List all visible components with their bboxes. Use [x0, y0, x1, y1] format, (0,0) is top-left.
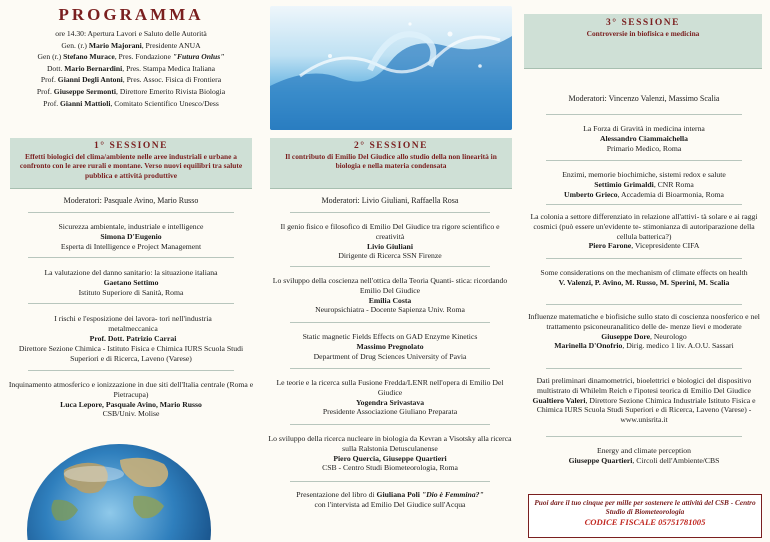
talk-affiliation: , Accademia di Bioarmonia, Roma: [617, 189, 724, 199]
talk-speaker: Yogendra Srivastava: [355, 397, 425, 407]
opening-role: Gen. (r.): [61, 40, 89, 50]
opening-role: Prof.: [43, 98, 61, 108]
talk-title: Il genio fisico e filosofico di Emilio Del Giudice tra rigore scientifico e creatività: [280, 222, 500, 241]
talk-item: [524, 312, 764, 351]
talk-speaker: Giuseppe Dore: [601, 331, 651, 341]
divider: [290, 368, 490, 369]
talk-title: La colonia a settore differenziato in relazione all'attivi- tà solare e ai raggi cosmici (può essere un'evidente te- stimonianza di autoriparazione della cellula batterica?): [530, 212, 758, 241]
earth-globe-image: [24, 440, 214, 540]
talk-speaker: Settimio Grimaldi: [594, 179, 654, 189]
talk-affiliation: , CNR Roma: [653, 179, 694, 189]
talk-title: Energy and climate perception: [597, 446, 691, 455]
talk-item: [34, 314, 232, 343]
session-1-header: [10, 138, 252, 189]
talk-speaker: Marinella D'Onofrio: [554, 341, 623, 351]
opening-role: Prof.: [40, 75, 58, 85]
opening-title: , Comitato Scientifico Unesco/Dess: [110, 98, 219, 108]
talk-affiliation: , Direttore Sezione Chimica Industriale Istituto Fisica e Chimica IURS Scuola Studi Superiori e di Ricerca, Laveno (Varese) - www.unisrita.it: [536, 395, 756, 425]
opening-role: Dott.: [46, 63, 65, 73]
opening-item: [0, 86, 262, 98]
session-2-moderators: Moderatori: Livio Giuliani, Raffaella Rosa: [321, 196, 459, 205]
talk-item: [268, 378, 512, 417]
divider: [28, 370, 234, 371]
session-2-number: 2° SESSIONE: [354, 141, 428, 151]
talk-affiliation: CSB - Centro Studi Biometeorologia, Roma: [322, 463, 458, 473]
divider: [28, 303, 234, 304]
opening-name: Gianni Degli Antoni: [57, 75, 123, 85]
book-line: [268, 490, 512, 500]
column-session-3: [518, 0, 770, 542]
talk-item: [268, 332, 512, 361]
talk-affiliation: Istituto Superiore di Sanità, Roma: [78, 287, 184, 297]
divider: [546, 204, 742, 205]
divider: [28, 212, 234, 213]
talk-item: [524, 124, 764, 153]
opening-name: Giuseppe Sermonti: [53, 86, 117, 96]
divider: [290, 481, 490, 482]
divider: [290, 266, 490, 267]
talk-speaker: Piero Farone: [588, 241, 632, 251]
talk-title: Enzimi, memorie biochimiche, sistemi redox e salute: [562, 170, 726, 179]
talk-affiliation: , Neurologo: [650, 331, 687, 341]
session-2-title: Il contributo di Emilio Del Giudice allo studio della non linearità in biologia e nella materia condensata: [285, 152, 497, 171]
talk-affiliation: Department of Drug Sciences University of Pavia: [313, 351, 467, 361]
talk-title: Static magnetic Fields Effects on GAD Enzyme Kinetics: [302, 332, 478, 341]
talk-speaker: Livio Giuliani: [367, 241, 413, 251]
talk-title: Sicurezza ambientale, industriale e intelligence: [58, 222, 204, 231]
talk-speaker: Gaetano Settimo: [103, 277, 159, 287]
divider: [546, 258, 742, 259]
book-author: Giuliana Poli: [376, 490, 420, 499]
session-3-header: [524, 14, 762, 69]
divider: [290, 424, 490, 425]
talk-item: [268, 222, 512, 261]
talk-item: [524, 268, 764, 288]
talk-affiliation: Neuropsichiatra - Docente Sapienza Univ. Roma: [315, 305, 465, 315]
divider: [546, 304, 742, 305]
talk-affiliation: Dirigente di Ricerca SSN Firenze: [338, 251, 442, 261]
column-session-2: [262, 0, 518, 542]
donation-text: Puoi dare il tuo cinque per mille per sostenere le attività del CSB - Centro Studio di Biometeorologia: [534, 498, 756, 516]
talk-title: Inquinamento atmosferico e ionizzazione in due siti dell'Italia centrale (Roma e Pietracupa): [8, 380, 254, 399]
talk-speaker: Simona D'Eugenio: [100, 231, 162, 241]
talk-speaker: V. Valenzi, P. Avino, M. Russo, M. Sperini, M. Scalia: [558, 277, 730, 287]
session-3-moderators: Moderatori: Vincenzo Valenzi, Massimo Scalia: [568, 94, 720, 103]
divider: [546, 436, 742, 437]
opening-title: , Pres. Fondazione: [114, 52, 173, 62]
talk-title: Le teorie e la ricerca sulla Fusione Fredda/LENR nell'opera di Emilio Del Giudice: [276, 378, 504, 397]
talk-item: [268, 434, 512, 473]
opening-title: , Pres. Stampa Medica Italiana: [122, 63, 216, 73]
talk-item: [6, 268, 256, 297]
talk-speaker: Luca Lepore, Pasquale Avino, Mario Russo: [60, 399, 202, 409]
session-3-title: Controversie in biofisica e medicina: [586, 29, 700, 38]
talk-item: [524, 446, 764, 466]
opening-list: [0, 28, 262, 109]
column-program: [0, 0, 262, 542]
talk-affiliation: , Dirig. medico 1 liv. A.O.U. Sassari: [622, 341, 734, 351]
talk-affiliation: , Vicepresidente CIFA: [631, 241, 700, 251]
talk-title: Lo sviluppo della coscienza nell'ottica della Teoria Quanti- stica: ricordando Emilio Del Giudice: [272, 276, 508, 295]
opening-foundation: "Futura Onlus": [172, 52, 225, 62]
talk-title: Dati preliminari dinamometrici, bioelettrici e biologici del dispositivo multistrato di Whilelm Reich e l'ipotesi teorica di Emilio Del Giudice: [536, 376, 752, 395]
book-note: con l'intervista ad Emilio Del Giudice sull'Acqua: [314, 499, 466, 509]
opening-role: Gen (r.): [37, 52, 64, 62]
talk-item: [6, 222, 256, 251]
talk-speaker: Gualtiero Valeri: [532, 395, 586, 405]
opening-title: , Presidente ANUA: [141, 40, 201, 50]
opening-item: [0, 74, 262, 86]
book-prefix: Presentazione del libro di: [296, 490, 377, 499]
water-splash-image: [270, 6, 512, 130]
talk-affiliation: Direttore Sezione Chimica - Istituto Fisica e Chimica IURS Scuola Studi Superiori e di Ricerca, Laveno (Varese): [18, 344, 244, 363]
opening-item: [0, 28, 262, 40]
talk-title: La Forza di Gravità in medicina interna: [583, 124, 705, 133]
talk-item: [524, 212, 764, 251]
opening-item: [0, 63, 262, 75]
talk-speaker: Piero Quercia, Giuseppe Quartieri: [333, 453, 447, 463]
talk-affiliation: , Circoli dell'Ambiente/CBS: [632, 455, 720, 465]
session-3-number: 3° SESSIONE: [606, 18, 680, 28]
divider: [290, 212, 490, 213]
session-1-moderators: Moderatori: Pasquale Avino, Mario Russo: [63, 196, 199, 205]
opening-item: [0, 51, 262, 63]
talk-affiliation: Esperta di Intelligence e Project Management: [60, 241, 202, 251]
talk-title: Influenze matematiche e biofisiche sullo stato di coscienza noosferico e nel trattamento psiconeuranalitico delle de- menze lievi e moderate: [528, 312, 760, 331]
opening-name: Mario Bernardini: [64, 63, 123, 73]
talk-item: [524, 170, 764, 199]
divider: [546, 114, 742, 115]
opening-name: Stefano Murace: [63, 52, 115, 62]
opening-title: , Pres. Assoc. Fisica di Frontiera: [122, 75, 222, 85]
opening-role: ore 14.30: Apertura Lavori e Saluto delle Autorità: [55, 29, 207, 38]
talk-speaker: Alessandro Ciammaichella: [599, 133, 689, 143]
talk-affiliation: CSB/Univ. Molise: [102, 409, 160, 419]
divider: [546, 368, 742, 369]
talk-item: [524, 376, 764, 425]
divider: [290, 322, 490, 323]
opening-role: Prof.: [36, 86, 54, 96]
talk-title: Lo sviluppo della ricerca nucleare in biologia da Kevran a Visotsky alla ricerca sulla Ralstonia Detusculanense: [268, 434, 512, 453]
page-title: PROGRAMMA: [58, 5, 204, 24]
talk-speaker: Emilia Costa: [368, 295, 412, 305]
opening-title: , Direttore Emerito Rivista Biologia: [116, 86, 226, 96]
talk-speaker: Giuseppe Quartieri: [568, 455, 633, 465]
session-1-title: Effetti biologici del clima/ambiente nelle aree industriali e urbane a confronto con le aree rurali e montane. Verso nuovi equilibri tra salute pubblica e attività produttive: [19, 152, 243, 180]
talk-speaker: Umberto Grieco: [564, 189, 618, 199]
talk-title: Some considerations on the mechanism of climate effects on health: [540, 268, 748, 277]
book-presentation: [268, 490, 512, 510]
session-2-header: [270, 138, 512, 189]
opening-name: Gianni Mattioli: [60, 98, 111, 108]
talk-title: La valutazione del danno sanitario: la situazione italiana: [44, 268, 218, 277]
talk-item: [6, 380, 256, 419]
tax-code: CODICE FISCALE 05751781005: [584, 517, 706, 527]
talk-affiliation: Presidente Associazione Giuliano Preparata: [322, 407, 458, 417]
divider: [546, 160, 742, 161]
talk-affiliation: Primario Medico, Roma: [606, 143, 682, 153]
opening-name: Mario Majorani: [88, 40, 142, 50]
talk-speaker: Massimo Pregnolato: [356, 341, 424, 351]
book-title: "Dio è Femmina?": [421, 490, 484, 499]
talk-speaker: Prof. Dott. Patrizio Carrai: [89, 333, 177, 343]
opening-item: [0, 98, 262, 110]
session-1-number: 1° SESSIONE: [94, 141, 168, 151]
talk-item: [268, 276, 512, 315]
opening-item: [0, 40, 262, 52]
talk-title: I rischi e l'esposizione dei lavora- tori nell'industria metalmeccanica: [54, 314, 212, 333]
donation-box: [528, 494, 762, 538]
divider: [28, 257, 234, 258]
